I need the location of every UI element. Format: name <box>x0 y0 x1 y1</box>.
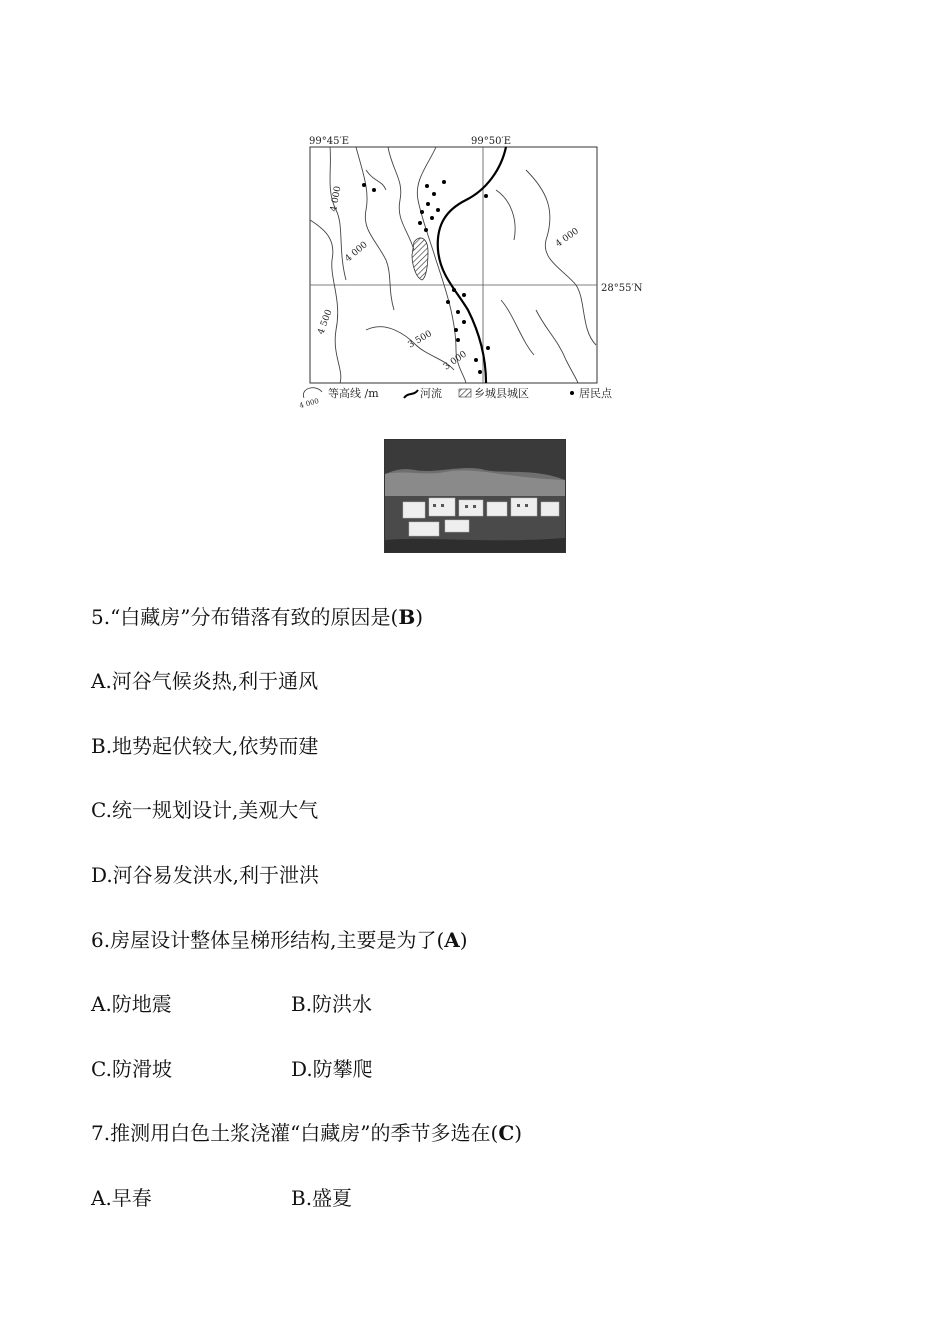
contour-lines <box>310 147 596 383</box>
river <box>438 147 506 383</box>
svg-text:4 000: 4 000 <box>343 240 370 265</box>
question-5-option-c: C.统一规划设计,美观大气 <box>91 798 319 822</box>
svg-text:4 000: 4 000 <box>298 397 320 410</box>
svg-text:河流: 河流 <box>420 387 442 400</box>
svg-text:4 500: 4 500 <box>316 308 335 337</box>
longitude-left-label: 99°45′E <box>309 136 350 147</box>
question-6-option-b: B.防洪水 <box>291 992 373 1016</box>
map-frame <box>310 147 597 383</box>
question-6-option-d: D.防攀爬 <box>291 1057 373 1081</box>
map-legend <box>298 386 613 410</box>
latitude-label: 28°55′N <box>601 283 643 294</box>
village-photo <box>384 439 566 553</box>
topographic-map <box>296 130 656 410</box>
question-6-option-a: A.防地震 <box>91 992 172 1016</box>
question-6-answer: A <box>444 928 460 952</box>
svg-text:乡城县城区: 乡城县城区 <box>474 387 529 400</box>
svg-text:等高线 /m: 等高线 /m <box>328 387 379 400</box>
question-5-stem: 5.“白藏房”分布错落有致的原因是(B) <box>91 605 424 629</box>
svg-text:4 000: 4 000 <box>553 226 581 250</box>
legend-river-symbol <box>404 390 418 398</box>
question-7-answer: C <box>498 1121 515 1145</box>
longitude-right-label: 99°50′E <box>471 136 512 147</box>
question-7-option-a: A.早春 <box>91 1186 152 1210</box>
question-5-option-a: A.河谷气候炎热,利于通风 <box>91 669 319 693</box>
legend-county-symbol <box>459 389 471 397</box>
question-7-stem: 7.推测用白色土浆浇灌“白藏房”的季节多选在(C) <box>91 1121 523 1145</box>
question-6-option-c: C.防滑坡 <box>91 1057 172 1081</box>
legend-settlement-symbol <box>570 391 574 395</box>
legend-contour-symbol <box>303 388 322 398</box>
settlement-dots <box>362 180 490 374</box>
question-7-option-b: B.盛夏 <box>291 1186 353 1210</box>
county-town-area <box>412 238 428 280</box>
svg-text:4 000: 4 000 <box>329 185 344 213</box>
svg-text:居民点: 居民点 <box>579 387 612 400</box>
svg-text:3 000: 3 000 <box>441 349 469 373</box>
question-6-stem: 6.房屋设计整体呈梯形结构,主要是为了(A) <box>91 928 468 952</box>
svg-text:3 500: 3 500 <box>406 329 434 351</box>
question-5-option-d: D.河谷易发洪水,利于泄洪 <box>91 863 320 887</box>
question-5-option-b: B.地势起伏较大,依势而建 <box>91 734 319 758</box>
question-5-answer: B <box>398 605 416 629</box>
